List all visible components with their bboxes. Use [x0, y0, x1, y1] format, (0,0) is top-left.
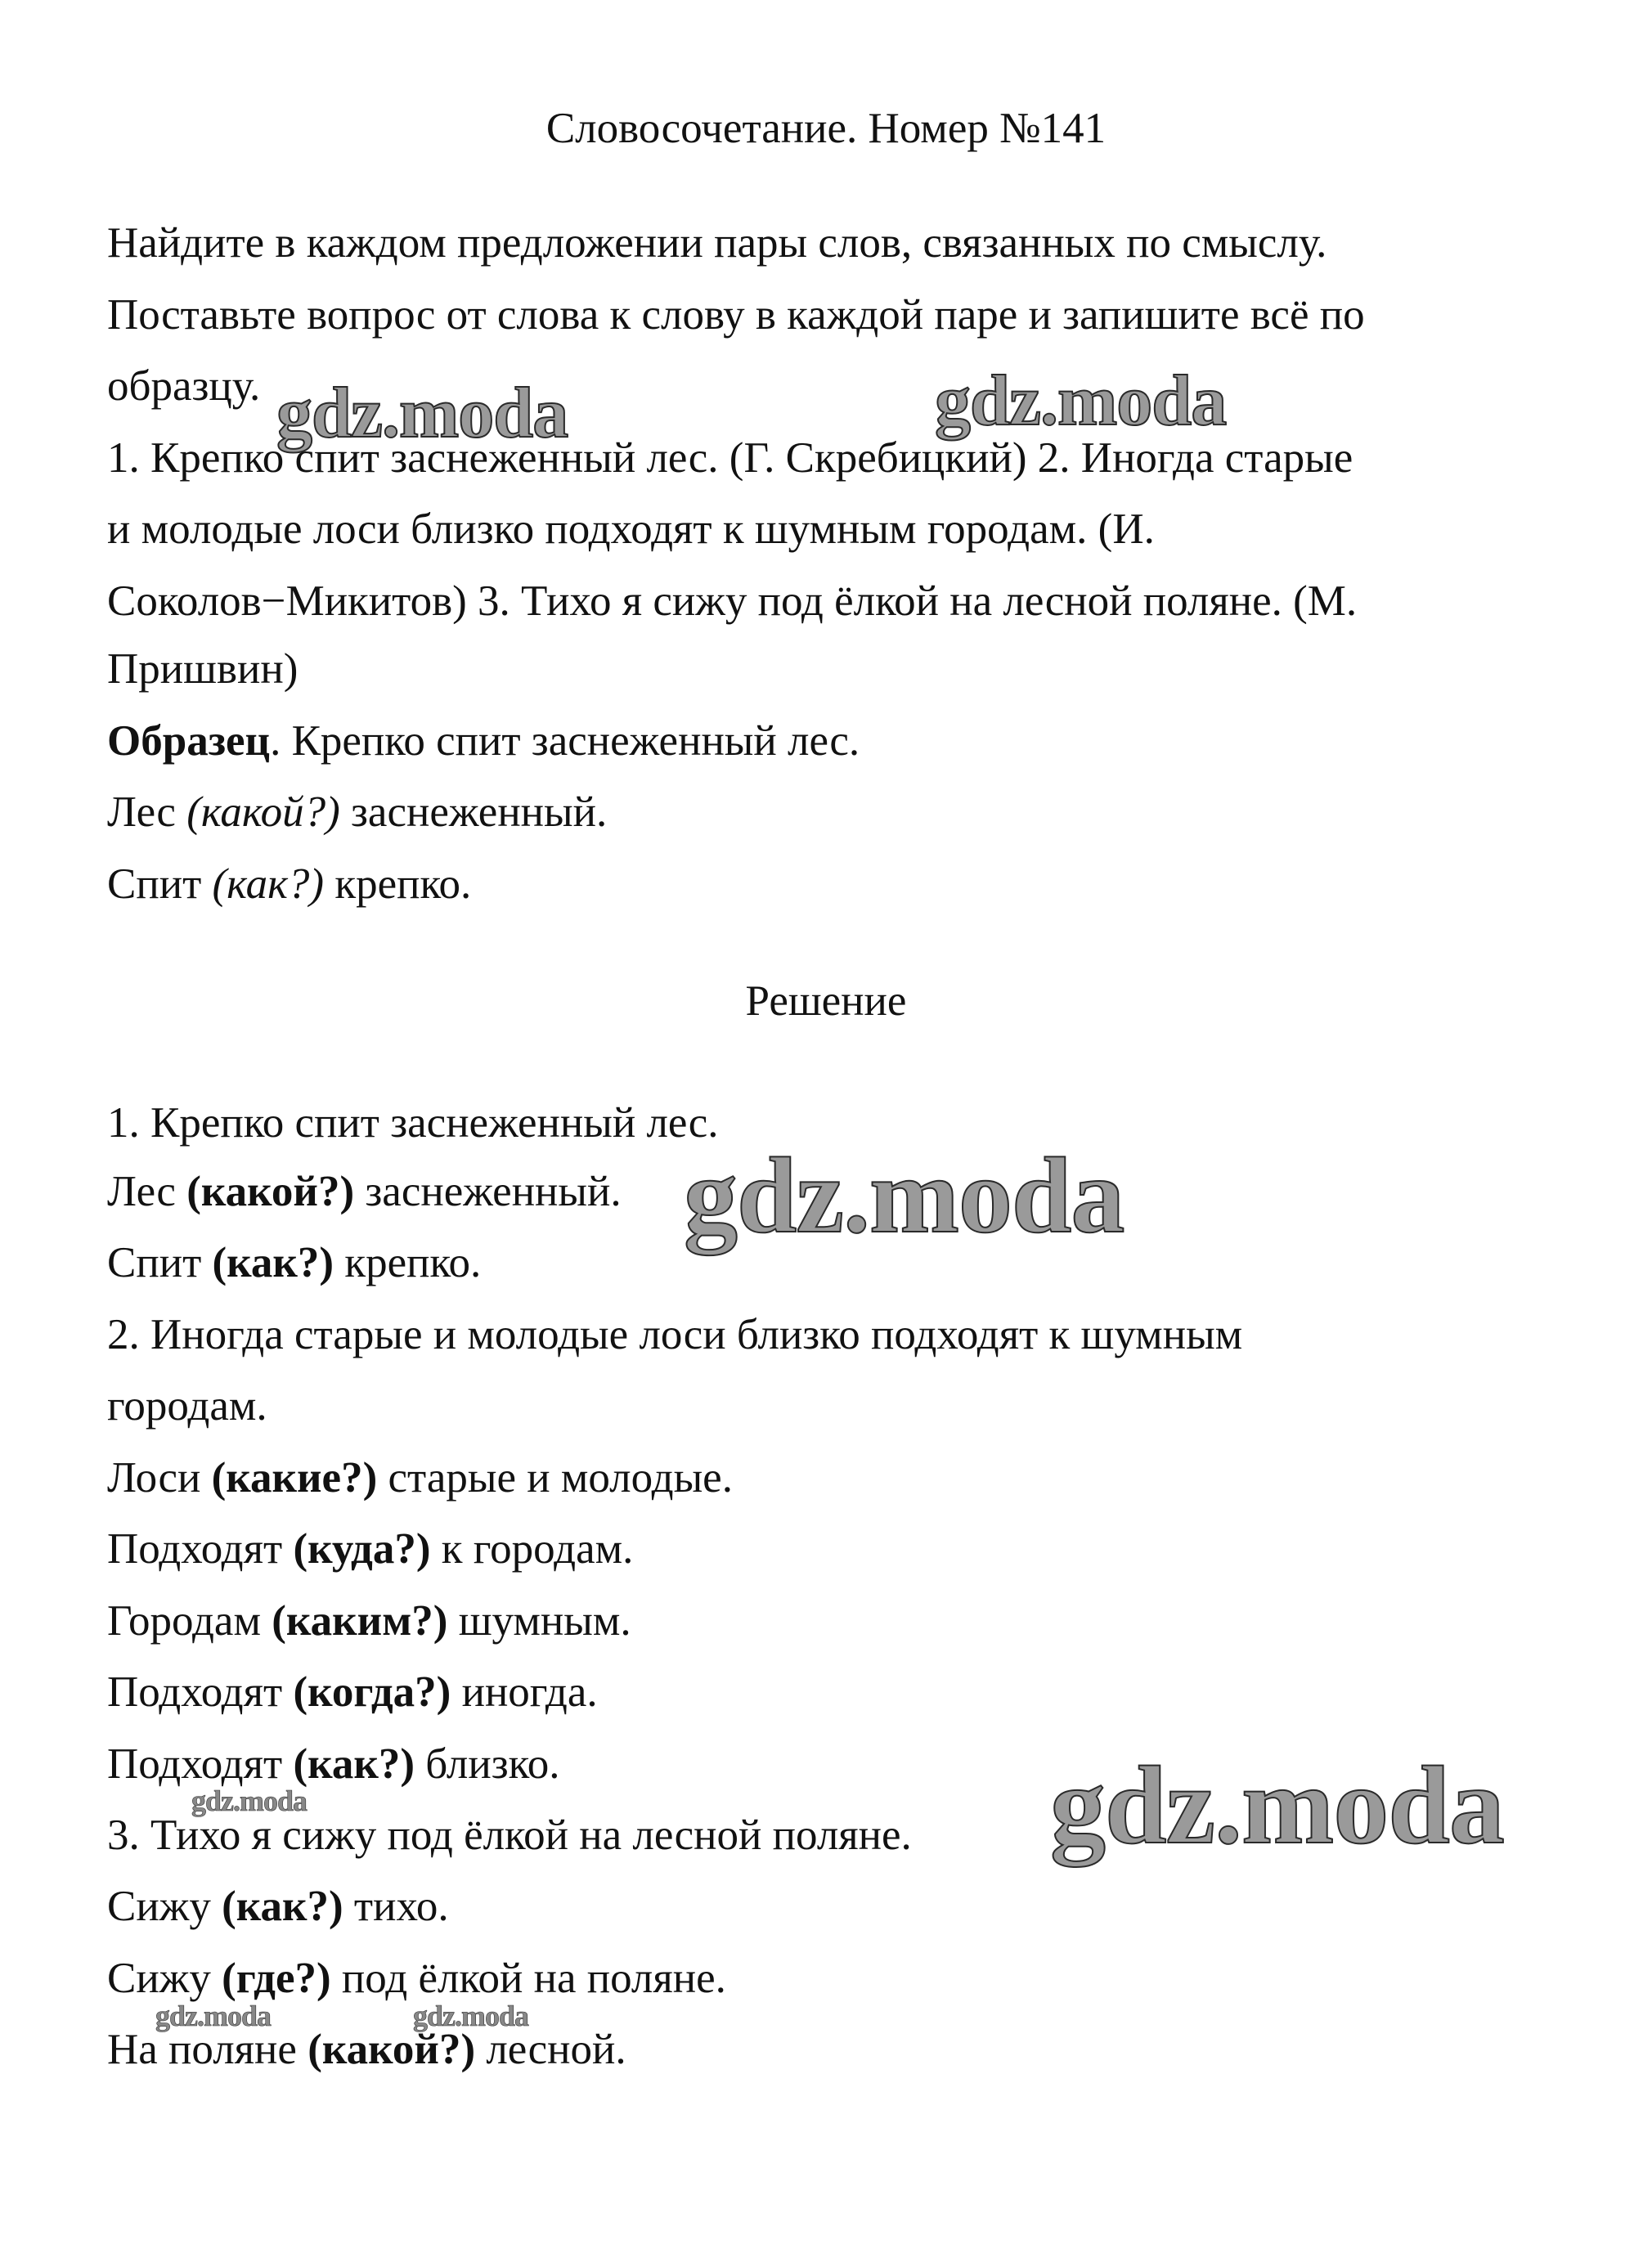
emphasis-text: (когда?) [293, 1668, 451, 1716]
text-segment: . Крепко спит заснеженный лес. [270, 717, 860, 765]
emphasis-text: (как?) [222, 1883, 343, 1930]
task-line [107, 279, 1365, 351]
text-segment: шумным. [447, 1597, 631, 1645]
watermark: gdz.moda [1050, 1744, 1504, 1867]
emphasis-text: (где?) [222, 1955, 331, 2002]
watermark: gdz.moda [684, 1135, 1125, 1255]
text-segment: тихо. [343, 1883, 449, 1930]
text-segment: Подходят [107, 1668, 294, 1716]
watermark: gdz.moda [191, 1784, 308, 1817]
text-segment: Найдите в каждом предложении пары слов, связанных по смыслу. [107, 219, 1327, 267]
solution-line [107, 1299, 1242, 1371]
text-segment: под ёлкой на поляне. [330, 1955, 726, 2002]
text-segment: Сижу [107, 1955, 222, 2002]
task-line [107, 705, 860, 777]
watermark: gdz.moda [276, 374, 568, 453]
text-segment: крепко. [334, 1239, 482, 1286]
text-segment: 3. Тихо я сижу под ёлкой на лесной поляне. [107, 1811, 912, 1859]
text-segment: Спит [107, 860, 213, 908]
solution-line [107, 1870, 449, 1942]
emphasis-text: (как?) [293, 1740, 415, 1788]
text-segment: Подходят [107, 1740, 294, 1788]
emphasis-text: Образец [107, 717, 271, 765]
page-title: Словосочетание. Номер №141 [545, 105, 1107, 152]
task-line [107, 633, 298, 705]
watermark: gdz.moda [155, 2000, 272, 2032]
text-segment: 1. Крепко спит заснеженный лес. (Г. Скребицкий) 2. Иногда старые [107, 434, 1353, 482]
task-line [107, 207, 1327, 279]
text-segment: заснеженный. [339, 788, 608, 836]
solution-line [107, 1656, 598, 1728]
solution-line [107, 1728, 559, 1800]
solution-line [107, 1585, 631, 1657]
text-segment: Городам [107, 1597, 272, 1645]
watermark: gdz.moda [413, 2000, 529, 2032]
emphasis-text: (куда?) [293, 1525, 431, 1573]
text-segment: 1. Крепко спит заснеженный лес. [107, 1099, 719, 1147]
emphasis-text: (какой?) [186, 1168, 355, 1215]
text-segment: На поляне [107, 2026, 308, 2073]
emphasis-text: (каким?) [272, 1597, 448, 1645]
task-line [107, 565, 1357, 637]
text-segment: Спит [107, 1239, 213, 1286]
text-segment: и молодые лоси близко подходят к шумным городам. (И. [107, 505, 1155, 553]
task-line [107, 493, 1155, 565]
text-segment: 2. Иногда старые и молодые лоси близко подходят к шумным [107, 1311, 1243, 1358]
solution-line [107, 1227, 481, 1299]
solution-line [107, 1442, 733, 1514]
text-segment: Пришвин) [107, 645, 299, 693]
text-segment: образцу. [107, 362, 261, 410]
solution-line [107, 1087, 719, 1159]
text-segment: Лоси [107, 1454, 212, 1502]
text-segment: иногда. [451, 1668, 598, 1716]
solution-line [107, 1156, 622, 1228]
text-segment: Лес [107, 1168, 187, 1215]
text-segment: лесной. [475, 2026, 626, 2073]
text-segment: заснеженный. [354, 1168, 622, 1215]
emphasis-text: (какие?) [211, 1454, 378, 1502]
emphasis-text: (как?) [212, 1239, 334, 1286]
text-segment: крепко. [324, 860, 472, 908]
solution-line [107, 1370, 267, 1442]
text-segment: Сижу [107, 1883, 222, 1930]
task-line [107, 776, 607, 848]
text-segment: старые и молодые. [377, 1454, 733, 1502]
text-segment: городам. [107, 1382, 267, 1430]
text-segment: Лес [107, 788, 187, 836]
emphasis-text: (как?) [212, 860, 325, 908]
text-segment: Подходят [107, 1525, 294, 1573]
emphasis-text: (какой?) [186, 788, 340, 836]
text-segment: близко. [415, 1740, 560, 1788]
task-line [107, 350, 260, 422]
emphasis-text: (какой?) [308, 2026, 476, 2073]
solution-heading: Решение [745, 977, 907, 1025]
watermark: gdz.moda [935, 361, 1227, 441]
text-segment: Соколов−Микитов) 3. Тихо я сижу под ёлкой на лесной поляне. (М. [107, 577, 1358, 625]
task-line [107, 848, 471, 920]
text-segment: Поставьте вопрос от слова к слову в каждой паре и запишите всё по [107, 291, 1365, 339]
solution-line [107, 1513, 633, 1585]
text-segment: к городам. [430, 1525, 634, 1573]
